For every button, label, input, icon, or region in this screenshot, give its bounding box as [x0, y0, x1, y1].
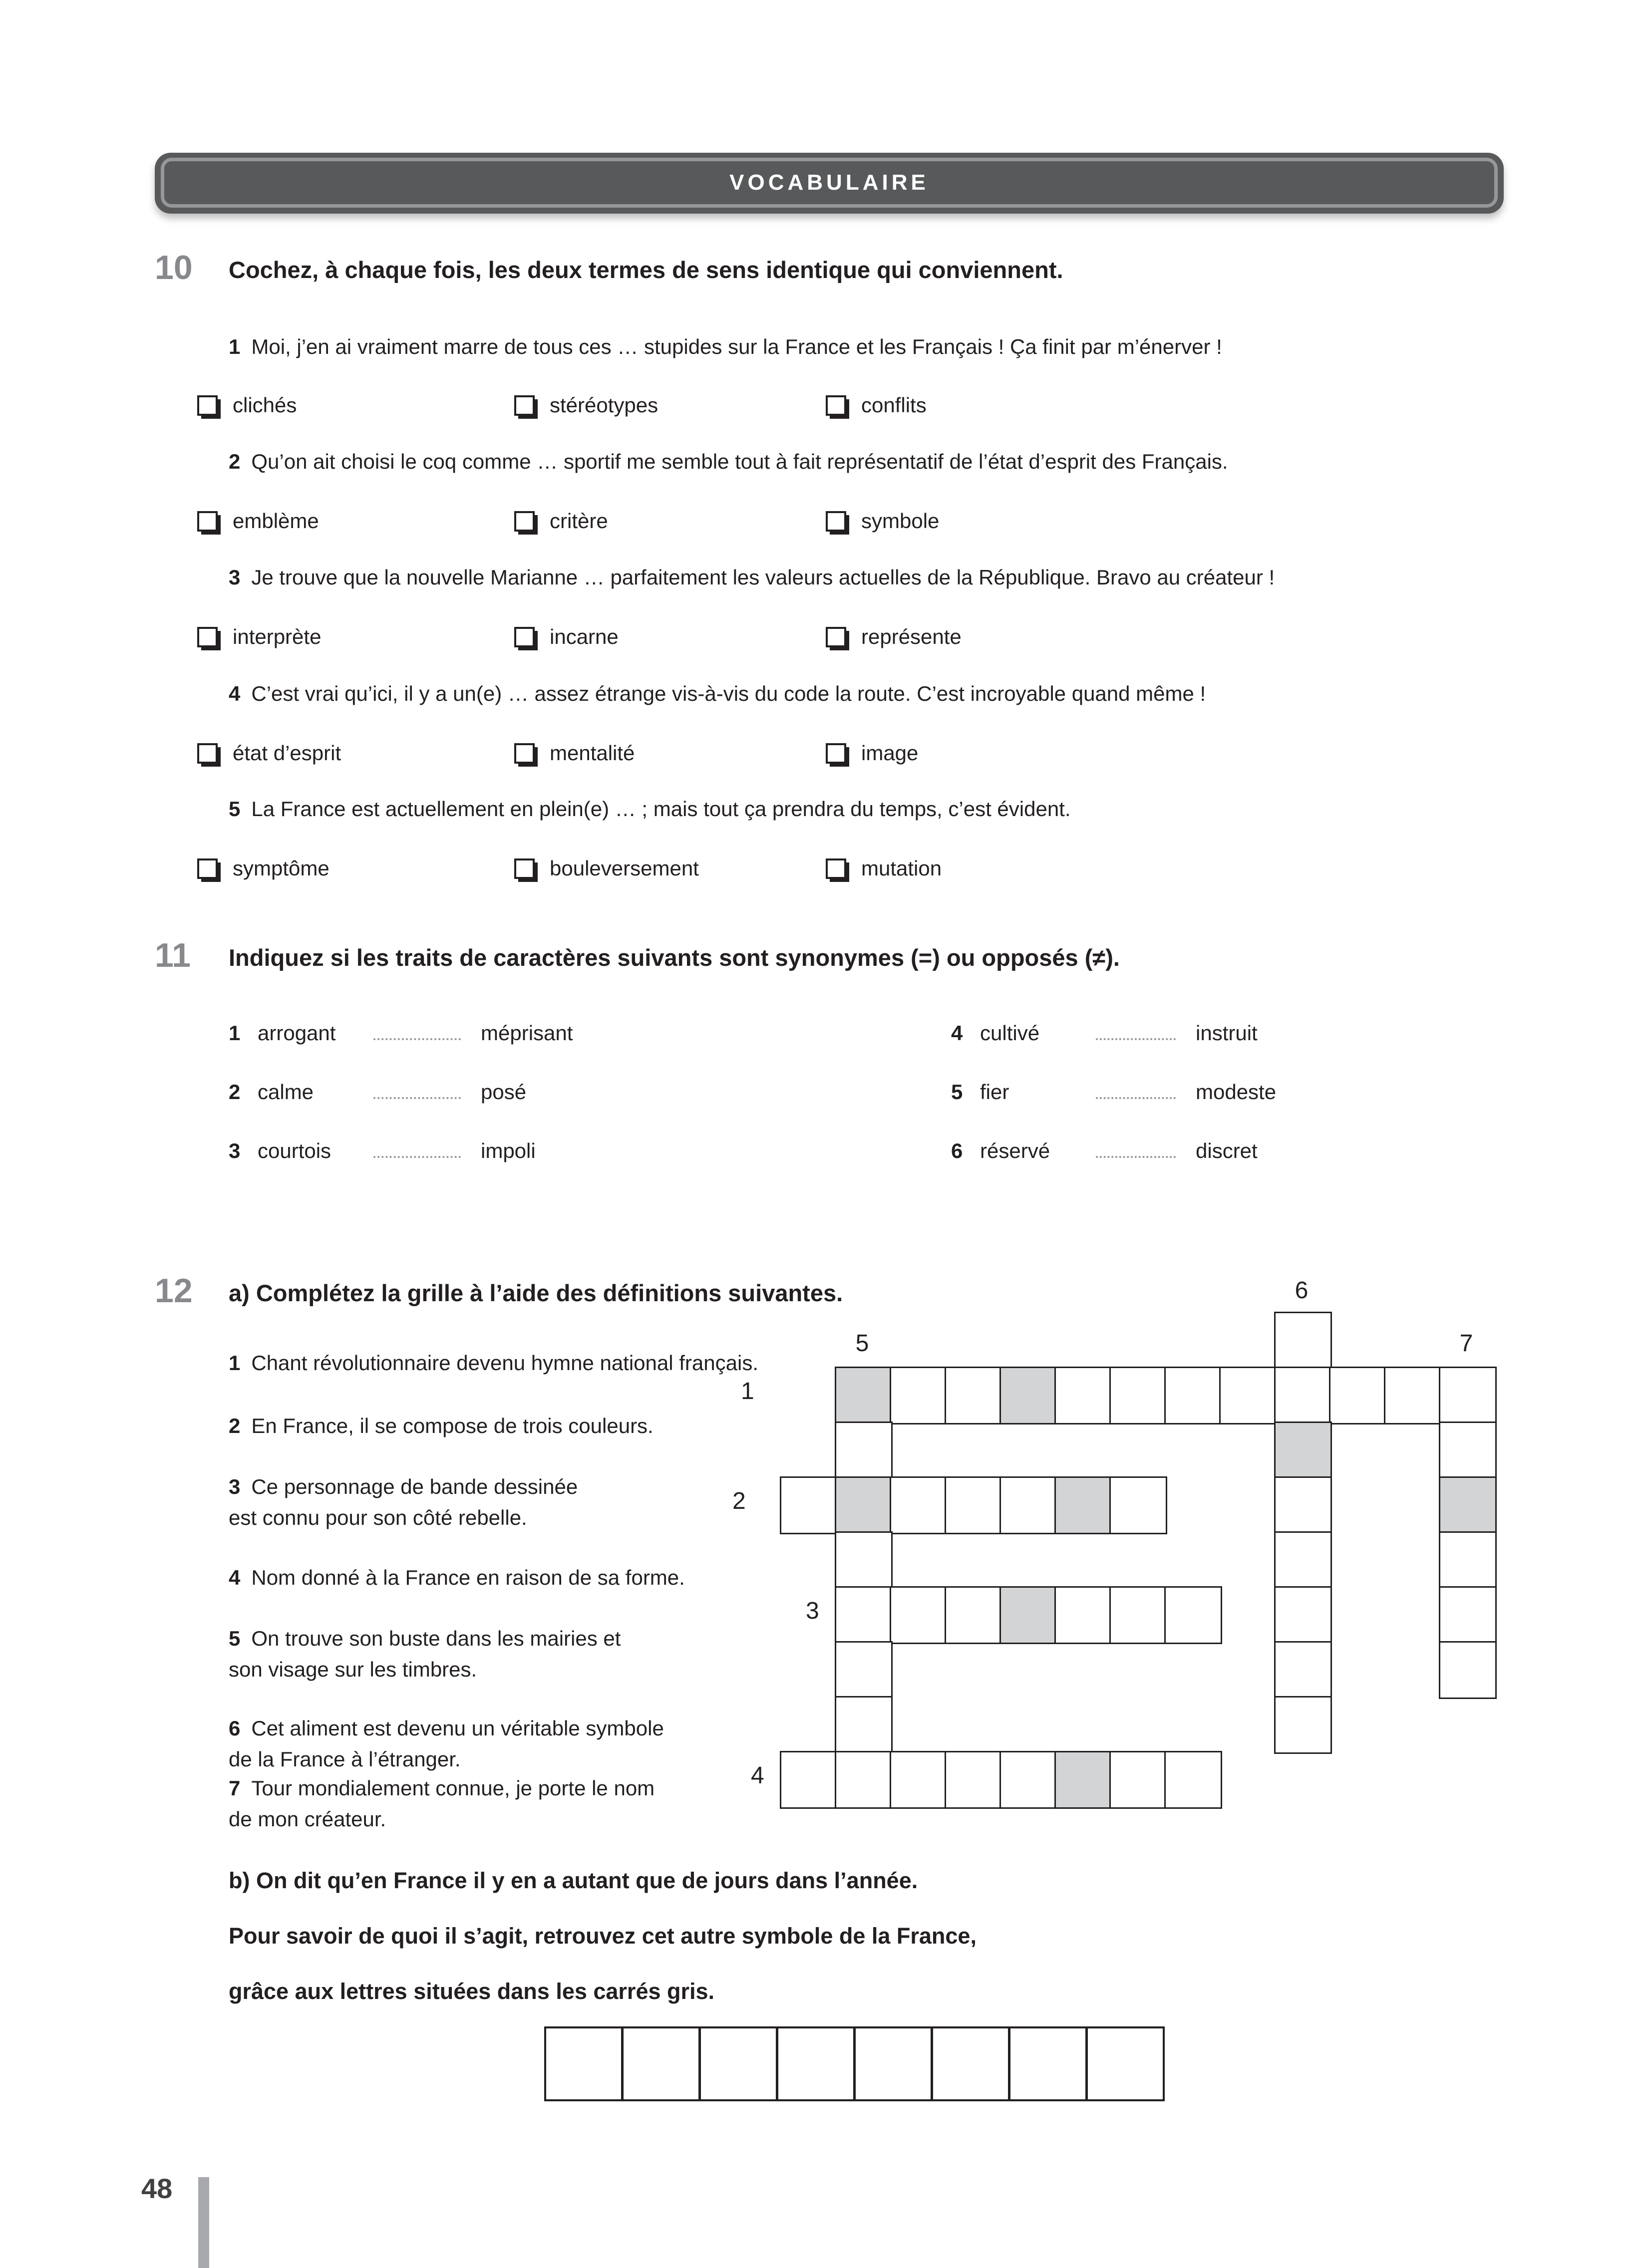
item-number: 2 [229, 450, 241, 473]
option-label: interprète [233, 625, 322, 648]
pair-word-a: fier [980, 1080, 1009, 1104]
pair-word-a: arrogant [258, 1021, 336, 1045]
item-text: Je trouve que la nouvelle Marianne … parfaitement les valeurs actuelles de la République. Bravo au créateur ! [251, 566, 1275, 589]
crossword-cell[interactable] [835, 1586, 893, 1644]
checkbox[interactable] [514, 743, 535, 764]
crossword-cell[interactable] [1274, 1312, 1332, 1370]
definition-6 [229, 1713, 768, 1775]
checkbox[interactable] [197, 858, 218, 879]
checkbox[interactable] [826, 511, 846, 532]
exercise10-title: Cochez, à chaque fois, les deux termes de sens identique qui conviennent. [229, 257, 1063, 283]
crossword-clue-label-6: 6 [1295, 1277, 1309, 1304]
definition-5 [229, 1623, 768, 1685]
checkbox[interactable] [826, 627, 846, 647]
definition-number: 4 [229, 1566, 241, 1589]
pair-number: 3 [229, 1139, 241, 1162]
definition-number: 5 [229, 1627, 241, 1650]
item-number: 4 [229, 682, 241, 705]
definition-number: 2 [229, 1414, 241, 1437]
crossword-cell[interactable] [1164, 1586, 1222, 1644]
exercise10-number: 10 [155, 249, 193, 286]
crossword-cell-gray[interactable] [1439, 1476, 1497, 1534]
answer-blank[interactable] [373, 1018, 461, 1040]
crossword-cell[interactable] [1274, 1531, 1332, 1589]
exercise10-item-4 [229, 680, 1540, 707]
part-b-line: Pour savoir de quoi il s’agit, retrouvez cet autre symbole de la France, [229, 1923, 977, 1949]
crossword-cell[interactable] [1164, 1367, 1222, 1424]
option-label: stéréotypes [550, 393, 659, 417]
crossword-clue-label-3: 3 [806, 1598, 819, 1624]
definition-text: Ce personnage de bande dessinée [251, 1475, 578, 1498]
definition-text: Tour mondialement connue, je porte le nom [251, 1776, 655, 1800]
crossword-cell[interactable] [1109, 1367, 1167, 1424]
crossword-cell[interactable] [1329, 1367, 1387, 1424]
crossword-cell[interactable] [835, 1641, 893, 1699]
exercise10-item-1 [229, 333, 1540, 360]
part-b-line: b) On dit qu’en France il y en a autant que de jours dans l’année. [229, 1868, 918, 1893]
section-header-inner [161, 158, 1498, 208]
answer-box[interactable] [622, 2026, 700, 2101]
definition-number: 3 [229, 1475, 241, 1498]
crossword-cell[interactable] [945, 1476, 1002, 1534]
definition-3 [229, 1471, 768, 1533]
exercise11-number: 11 [155, 936, 191, 974]
pair-word-b: modeste [1196, 1080, 1277, 1104]
crossword-clue-label-7: 7 [1459, 1330, 1473, 1357]
crossword-cell[interactable] [780, 1751, 838, 1809]
definition-number: 1 [229, 1351, 241, 1375]
crossword-cell[interactable] [1109, 1751, 1167, 1809]
crossword-cell[interactable] [999, 1751, 1057, 1809]
checkbox[interactable] [826, 395, 846, 416]
pair-number: 6 [951, 1139, 963, 1162]
exercise12-number: 12 [155, 1272, 193, 1310]
crossword-cell-gray[interactable] [999, 1367, 1057, 1424]
definition-number: 7 [229, 1776, 241, 1800]
crossword-cell[interactable] [999, 1476, 1057, 1534]
option-label: mutation [861, 856, 942, 880]
crossword-cell-gray[interactable] [835, 1367, 893, 1424]
pair-word-b: discret [1196, 1139, 1258, 1162]
answer-box[interactable] [1086, 2026, 1165, 2101]
option-label: incarne [550, 625, 619, 648]
option-label: mentalité [550, 741, 635, 765]
answer-box[interactable] [854, 2026, 933, 2101]
exercise11-pair-6 [951, 1136, 1258, 1163]
crossword-cell[interactable] [890, 1367, 948, 1424]
checkbox[interactable] [197, 627, 218, 647]
option-label: image [861, 741, 919, 765]
crossword-cell[interactable] [780, 1476, 838, 1534]
checkbox[interactable] [826, 743, 846, 764]
pair-word-b: méprisant [481, 1021, 573, 1045]
definition-2 [229, 1411, 768, 1441]
definition-text-line2: de mon créateur. [229, 1807, 386, 1831]
pair-number: 5 [951, 1080, 963, 1104]
answer-blank[interactable] [373, 1136, 461, 1158]
definition-text: En France, il se compose de trois couleurs. [251, 1414, 654, 1437]
option-label: conflits [861, 393, 927, 417]
option-label: symptôme [233, 856, 330, 880]
definition-4 [229, 1562, 768, 1593]
crossword-cell[interactable] [1384, 1367, 1442, 1424]
item-text: Moi, j’en ai vraiment marre de tous ces … stupides sur la France et les Français ! Ça finit par m’énerver ! [251, 335, 1222, 358]
option-label: emblème [233, 509, 319, 533]
crossword-cell[interactable] [1054, 1367, 1112, 1424]
exercise12-part-b [229, 1853, 977, 2019]
pair-word-a: réservé [980, 1139, 1050, 1162]
definition-text: Cet aliment est devenu un véritable symbole [251, 1716, 664, 1740]
exercise11-pair-1 [229, 1018, 573, 1045]
pair-word-b: impoli [481, 1139, 536, 1162]
definition-text-line2: de la France à l’étranger. [229, 1747, 461, 1771]
crossword-cell[interactable] [1054, 1586, 1112, 1644]
crossword-cell[interactable] [1439, 1586, 1497, 1644]
crossword-cell[interactable] [1109, 1586, 1167, 1644]
crossword-cell[interactable] [835, 1421, 893, 1479]
crossword-cell[interactable] [890, 1476, 948, 1534]
checkbox[interactable] [197, 395, 218, 416]
pair-number: 1 [229, 1021, 241, 1045]
answer-box[interactable] [776, 2026, 855, 2101]
checkbox[interactable] [514, 858, 535, 879]
crossword-cell[interactable] [945, 1367, 1002, 1424]
option-label: représente [861, 625, 962, 648]
crossword-cell-gray[interactable] [835, 1476, 893, 1534]
checkbox[interactable] [826, 858, 846, 879]
option-label: symbole [861, 509, 940, 533]
definition-7 [229, 1773, 768, 1835]
answer-blank[interactable] [1096, 1077, 1176, 1099]
checkbox[interactable] [197, 743, 218, 764]
crossword-clue-label-1: 1 [741, 1378, 754, 1405]
crossword-cell[interactable] [945, 1751, 1002, 1809]
exercise11-pair-5 [951, 1077, 1276, 1104]
option-label: état d’esprit [233, 741, 341, 765]
crossword-cell[interactable] [1439, 1641, 1497, 1699]
crossword-cell-gray[interactable] [1274, 1421, 1332, 1479]
answer-blank[interactable] [1096, 1136, 1176, 1158]
exercise10-item-3 [229, 564, 1540, 591]
crossword-cell[interactable] [945, 1586, 1002, 1644]
crossword-cell[interactable] [1274, 1586, 1332, 1644]
crossword-cell[interactable] [835, 1696, 893, 1754]
answer-box[interactable] [1008, 2026, 1087, 2101]
crossword-cell[interactable] [835, 1531, 893, 1589]
pair-word-a: calme [258, 1080, 314, 1104]
crossword-cell[interactable] [1439, 1367, 1497, 1424]
exercise10-item-5 [229, 796, 1540, 823]
pair-number: 2 [229, 1080, 241, 1104]
item-number: 1 [229, 335, 241, 358]
item-text: La France est actuellement en plein(e) … ; mais tout ça prendra du temps, c’est évident. [251, 797, 1071, 821]
crossword-clue-label-4: 4 [751, 1762, 764, 1789]
definition-1 [229, 1348, 768, 1379]
crossword-cell[interactable] [1439, 1421, 1497, 1479]
pair-word-b: posé [481, 1080, 527, 1104]
exercise11-pair-4 [951, 1018, 1258, 1045]
crossword-cell-gray[interactable] [1054, 1476, 1112, 1534]
answer-box[interactable] [544, 2026, 623, 2101]
crossword-cell[interactable] [1274, 1641, 1332, 1699]
page-number-bar [198, 2177, 209, 2268]
section-header-bar [155, 153, 1504, 214]
checkbox[interactable] [514, 511, 535, 532]
crossword-cell[interactable] [1439, 1531, 1497, 1589]
pair-word-a: courtois [258, 1139, 331, 1162]
option-label: bouleversement [550, 856, 699, 880]
definition-text: Nom donné à la France en raison de sa forme. [251, 1566, 685, 1589]
checkbox[interactable] [197, 511, 218, 532]
crossword-cell[interactable] [1274, 1476, 1332, 1534]
section-title: VOCABULAIRE [729, 170, 929, 195]
crossword-cell-gray[interactable] [1054, 1751, 1112, 1809]
item-number: 3 [229, 566, 241, 589]
crossword-cell[interactable] [1109, 1476, 1167, 1534]
page-number: 48 [141, 2173, 173, 2204]
definition-text-line2: son visage sur les timbres. [229, 1658, 477, 1681]
definition-number: 6 [229, 1716, 241, 1740]
answer-blank[interactable] [373, 1077, 461, 1099]
exercise11-pair-3 [229, 1136, 536, 1163]
pair-word-b: instruit [1196, 1021, 1258, 1045]
answer-box[interactable] [931, 2026, 1010, 2101]
item-number: 5 [229, 797, 241, 821]
crossword-cell[interactable] [1219, 1367, 1277, 1424]
answer-box[interactable] [699, 2026, 778, 2101]
definition-text: Chant révolutionnaire devenu hymne national français. [251, 1351, 758, 1375]
part-b-line: grâce aux lettres situées dans les carrés gris. [229, 1979, 715, 2004]
exercise10-item-2 [229, 448, 1540, 475]
checkbox[interactable] [514, 395, 535, 416]
crossword-clue-label-2: 2 [732, 1488, 746, 1514]
answer-blank[interactable] [1096, 1018, 1176, 1040]
pair-number: 4 [951, 1021, 963, 1045]
crossword-cell[interactable] [835, 1751, 893, 1809]
item-text: Qu’on ait choisi le coq comme … sportif me semble tout à fait représentatif de l’état d’esprit des Français. [251, 450, 1228, 473]
crossword-cell[interactable] [890, 1751, 948, 1809]
option-label: clichés [233, 393, 297, 417]
checkbox[interactable] [514, 627, 535, 647]
crossword-cell[interactable] [1164, 1751, 1222, 1809]
definition-text-line2: est connu pour son côté rebelle. [229, 1506, 527, 1529]
exercise11-pair-2 [229, 1077, 526, 1104]
exercise11-title: Indiquez si les traits de caractères suivants sont synonymes (=) ou opposés (≠). [229, 944, 1120, 971]
definition-text: On trouve son buste dans les mairies et [251, 1627, 621, 1650]
pair-word-a: cultivé [980, 1021, 1040, 1045]
crossword-clue-label-5: 5 [855, 1330, 869, 1357]
crossword-cell[interactable] [1274, 1696, 1332, 1754]
option-label: critère [550, 509, 608, 533]
crossword-cell-gray[interactable] [999, 1586, 1057, 1644]
item-text: C’est vrai qu’ici, il y a un(e) … assez étrange vis-à-vis du code la route. C’est incroyable quand même ! [251, 682, 1206, 705]
crossword-cell[interactable] [890, 1586, 948, 1644]
exercise12-title-a: a) Complétez la grille à l’aide des définitions suivantes. [229, 1280, 843, 1306]
crossword-cell[interactable] [1274, 1367, 1332, 1424]
